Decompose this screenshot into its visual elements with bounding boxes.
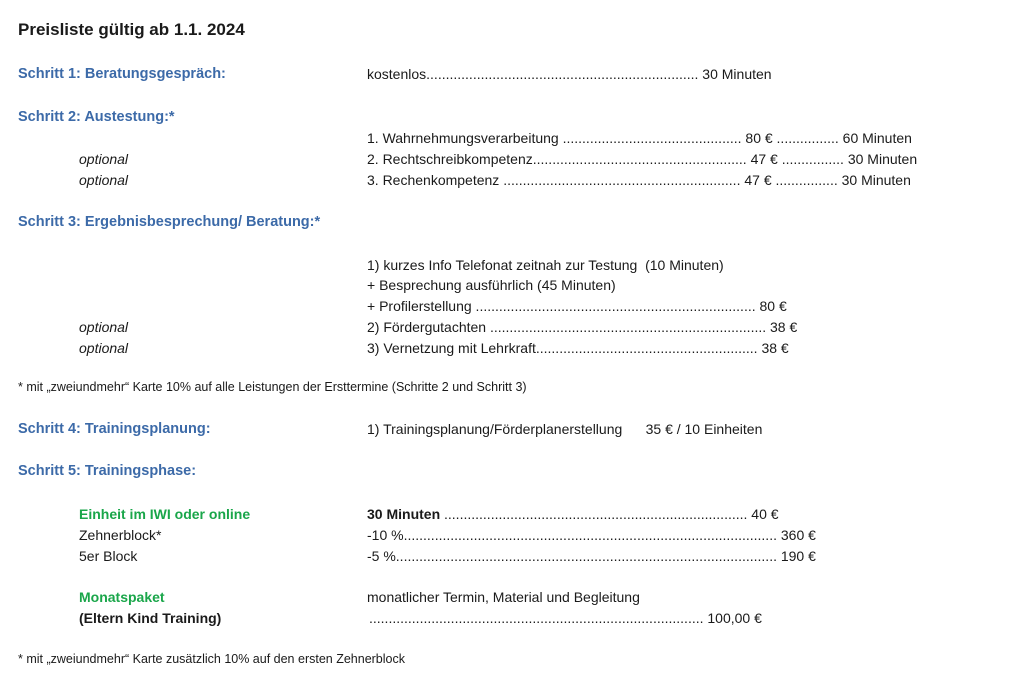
step2-row-3-option: optional — [79, 172, 129, 188]
step2-row-3: 3. Rechenkompetenz ............................................................. 47 € ................ 30 Minuten — [367, 172, 911, 188]
package-sub: (Eltern Kind Training) — [79, 610, 222, 626]
step2-row-2: 2. Rechtschreibkompetenz....................................................... 47 € ................ 30 Minuten — [367, 151, 918, 167]
unit-minutes: 30 Minuten — [367, 506, 441, 522]
step3-row-3: + Profilerstellung ........................................................................ 80 € — [367, 298, 787, 314]
page-title: Preisliste gültig ab 1.1. 2024 — [18, 20, 245, 39]
step4-heading: Schritt 4: Trainingsplanung: — [18, 421, 211, 437]
step3-row-5-option: optional — [79, 340, 129, 356]
step3-row-5: 3) Vernetzung mit Lehrkraft......................................................... 38 € — [367, 340, 789, 356]
step2-row-2-option: optional — [79, 151, 129, 167]
package-label: Monatspaket — [79, 589, 165, 605]
block10-line: -10 %................................................................................................ 360 € — [367, 527, 816, 543]
step3-heading: Schritt 3: Ergebnisbesprechung/ Beratung:* — [18, 214, 321, 230]
unit-price: .............................................................................. 40 € — [440, 506, 779, 522]
step4-line: 1) Trainingsplanung/Förderplanerstellung 35 € / 10 Einheiten — [367, 421, 763, 437]
step3-row-2: + Besprechung ausführlich (45 Minuten) — [367, 277, 616, 293]
footnote-2: * mit „zweiundmehr“ Karte zusätzlich 10% auf den ersten Zehnerblock — [18, 652, 405, 666]
step1-heading: Schritt 1: Beratungsgespräch: — [18, 66, 226, 82]
unit-line — [367, 506, 779, 523]
step3-row-1: 1) kurzes Info Telefonat zeitnah zur Testung (10 Minuten) — [367, 257, 724, 273]
block5-line: -5 %.................................................................................................. 190 € — [367, 548, 816, 564]
step3-row-4: 2) Fördergutachten ....................................................................... 38 € — [367, 319, 798, 335]
block10-label: Zehnerblock* — [79, 527, 162, 543]
package-desc: monatlicher Termin, Material und Begleitung — [367, 589, 640, 605]
footnote-1: * mit „zweiundmehr“ Karte 10% auf alle Leistungen der Ersttermine (Schritte 2 und Schritt 3) — [18, 380, 527, 394]
unit-label: Einheit im IWI oder online — [79, 506, 251, 522]
package-price: ...................................................................................... 100,00 € — [369, 610, 762, 626]
step2-heading: Schritt 2: Austestung:* — [18, 109, 175, 125]
block5-label: 5er Block — [79, 548, 138, 564]
step3-row-4-option: optional — [79, 319, 129, 335]
step1-line: kostenlos...................................................................... 30 Minuten — [367, 66, 772, 82]
step2-row-1: 1. Wahrnehmungsverarbeitung .............................................. 80 € ................ 60 Minuten — [367, 130, 912, 146]
step5-heading: Schritt 5: Trainingsphase: — [18, 463, 197, 479]
